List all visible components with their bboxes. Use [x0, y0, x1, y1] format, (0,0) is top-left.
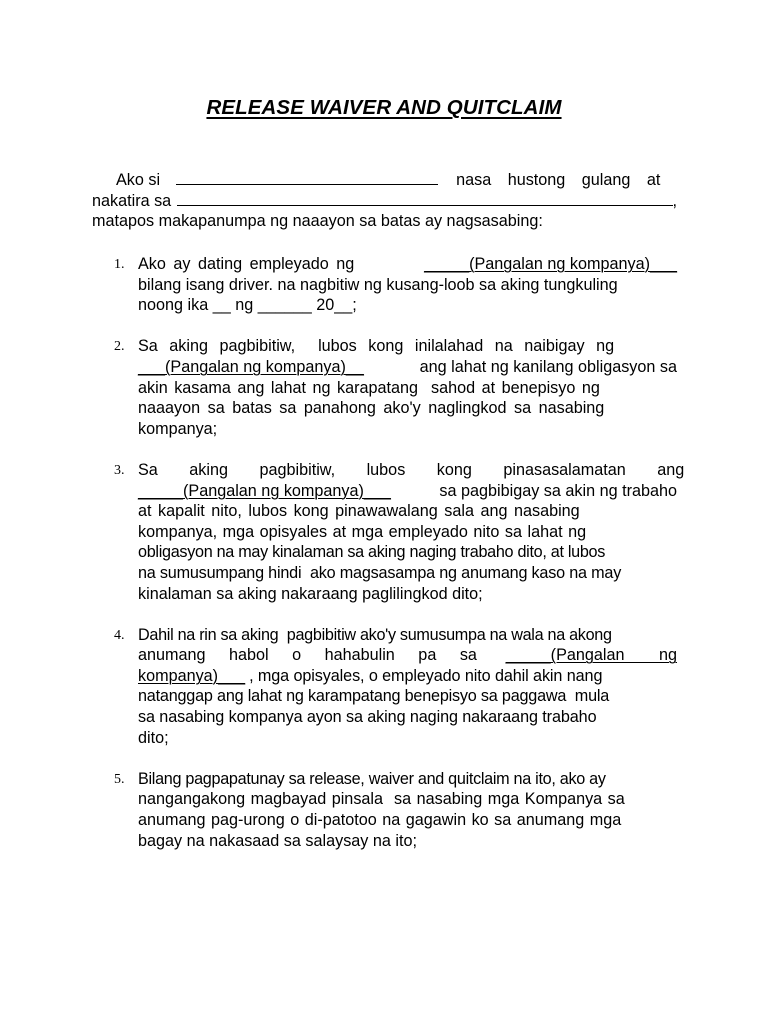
item-text: akin kasama ang lahat ng karapatang sahod at benepisyo ng — [138, 378, 600, 397]
item-line — [138, 501, 677, 522]
list-item — [92, 625, 677, 749]
item-text: sa pagbibigay sa akin ng trabaho — [439, 481, 677, 500]
item-line — [138, 378, 677, 399]
company-name-blank: _____(Pangalan ng kompanya)___ — [424, 255, 677, 273]
item-text: nangangakong magbayad pinsala sa nasabing mga Kompanya sa — [138, 790, 625, 809]
item-line — [138, 419, 677, 440]
item-text: kompanya, mga opisyales at mga empleyado nito sa lahat ng — [138, 522, 587, 541]
list-number: 2. — [114, 339, 125, 355]
item-line — [138, 254, 677, 275]
company-name-blank: _____(Pangalan ng — [505, 646, 677, 665]
list-number: 1. — [114, 257, 125, 272]
item-line — [138, 295, 677, 316]
company-name-blank: _____(Pangalan ng kompanya)___ — [138, 481, 391, 500]
item-line — [138, 789, 677, 810]
name-blank — [176, 170, 438, 185]
item-text: Sa aking pagbibitiw, lubos kong pinasasalamatan ang — [138, 460, 685, 479]
item-text: bagay na nakasaad sa salaysay na ito; — [138, 831, 417, 850]
item-line — [138, 584, 677, 605]
item-line — [138, 481, 677, 502]
item-line — [138, 522, 677, 543]
item-line — [138, 707, 677, 728]
company-name-blank: kompanya)___ — [138, 666, 246, 685]
item-line — [138, 275, 677, 296]
intro-text: matapos makapanumpa ng naaayon sa batas ay nagsasabing: — [92, 212, 543, 231]
item-text: ang lahat ng kanilang obligasyon sa — [419, 357, 677, 376]
item-line — [138, 357, 677, 378]
intro-text: , — [672, 191, 677, 210]
item-text: kinalaman sa aking nakaraang paglilingkod dito; — [138, 584, 483, 603]
list-number: 4. — [114, 627, 125, 643]
item-text: obligasyon na may kinalaman sa aking naging trabaho dito, at lubos — [138, 543, 606, 562]
intro-paragraph — [92, 170, 677, 232]
intro-line-1 — [92, 170, 677, 191]
item-text: at kapalit nito, lubos kong pinawawalang sala ang nasabing — [138, 502, 580, 521]
item-text: Ako ay dating empleyado ng — [138, 255, 355, 273]
numbered-list — [92, 254, 685, 851]
item-line — [138, 728, 677, 749]
list-item — [92, 460, 685, 604]
item-text: dito; — [138, 728, 169, 747]
item-line — [138, 810, 677, 831]
item-text: Dahil na rin sa aking pagbibitiw ako'y sumusumpa na wala na akong — [138, 625, 612, 644]
item-line — [138, 398, 677, 419]
intro-line-3 — [92, 211, 677, 232]
intro-text: nakatira sa — [92, 191, 172, 210]
item-text: bilang isang driver. na nagbitiw ng kusang-loob sa aking tungkuling — [138, 275, 618, 294]
item-text: sa nasabing kompanya ayon sa aking naging nakaraang trabaho — [138, 708, 597, 727]
item-text: , mga opisyales, o empleyado nito dahil akin nang — [249, 666, 603, 685]
list-item — [92, 336, 677, 439]
list-number: 3. — [114, 462, 125, 478]
item-text: kompanya; — [138, 419, 218, 438]
item-text: noong ika __ ng ______ 20__; — [138, 296, 357, 315]
item-text: naaayon sa batas sa panahong ako'y naglingkod sa nasabing — [138, 399, 605, 418]
item-line — [138, 645, 677, 666]
list-item — [92, 254, 677, 316]
item-text: natanggap ang lahat ng karampatang benepisyo sa paggawa mula — [138, 687, 610, 706]
item-line — [138, 336, 677, 357]
item-line — [138, 769, 677, 790]
item-line — [138, 563, 677, 584]
list-number: 5. — [114, 771, 125, 787]
item-text: anumang pag-urong o di-patotoo na gagawin ko sa anumang mga — [138, 811, 622, 830]
company-name-blank: ___(Pangalan ng kompanya)__ — [138, 357, 364, 376]
item-line — [138, 666, 677, 687]
item-line — [138, 625, 677, 646]
address-blank — [177, 191, 672, 206]
item-line — [138, 460, 685, 481]
item-text: Bilang pagpapatunay sa release, waiver and quitclaim na ito, ako ay — [138, 769, 606, 788]
item-text: Sa aking pagbibitiw, lubos kong inilalahad na naibigay ng — [138, 337, 615, 356]
intro-text-group — [456, 170, 677, 191]
document-title: RELEASE WAIVER AND QUITCLAIM — [206, 96, 562, 119]
intro-line-2 — [92, 191, 677, 212]
list-item — [92, 769, 677, 851]
item-text: anumang habol o hahabulin pa sa — [138, 646, 477, 665]
item-text: na sumusumpang hindi ako magsasampa ng anumang kaso na may — [138, 563, 622, 582]
intro-text: Ako si — [116, 171, 161, 189]
item-line — [138, 686, 677, 707]
intro-text: nasa hustong gulang at — [456, 171, 661, 189]
item-line — [138, 542, 677, 563]
item-line — [138, 831, 677, 852]
